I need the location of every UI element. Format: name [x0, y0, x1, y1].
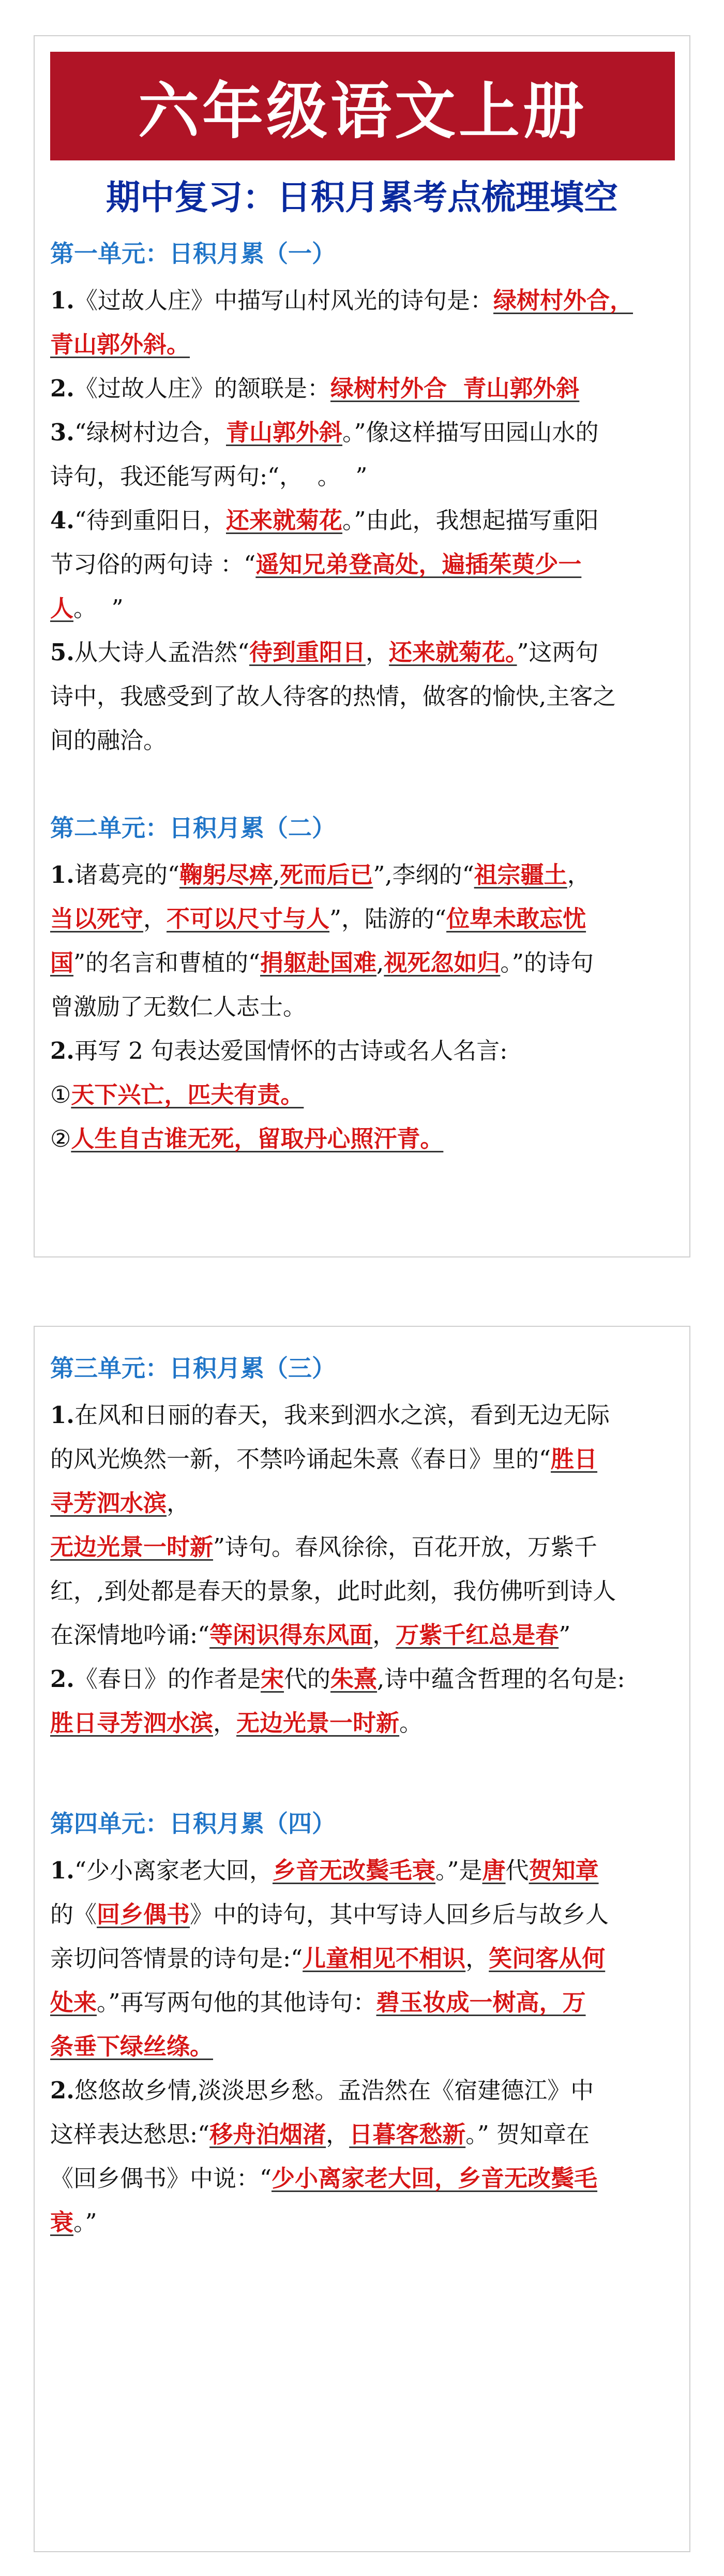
u4-q2-line3: [50, 2156, 676, 2200]
answer-text: 绿树村外合 青山郭外斜: [330, 375, 580, 402]
question-text: 亲切问答情景的诗句是:“: [50, 1945, 303, 1972]
question-text: 代的: [284, 1665, 331, 1693]
question-text: ”诗句。春风徐徐，百花开放，万紫千: [213, 1533, 598, 1561]
unit-3-section: [50, 1353, 676, 1745]
question-text: ，: [143, 905, 167, 932]
question-text: 《过故人庄》中描写山村风光的诗句是：: [74, 287, 493, 314]
answer-text: 不可以尺寸与人: [167, 905, 330, 932]
u1-q3-line2: [50, 454, 676, 498]
question-text: 。”是: [435, 1857, 482, 1884]
u1-q4-line3: [50, 586, 676, 630]
answer-text: 衰: [50, 2209, 74, 2236]
u3-q1-line5: [50, 1569, 676, 1613]
question-text: 再写 2 句表达爱国情怀的古诗或名人名言:: [74, 1037, 508, 1064]
question-number: 3.: [50, 419, 74, 446]
question-text: 》中的诗句，其中写诗人回乡后与故乡人: [190, 1901, 609, 1928]
answer-text: 笑问客从何: [489, 1945, 606, 1972]
question-text: 。: [399, 1709, 423, 1737]
answer-text: 日暮客愁新: [349, 2121, 466, 2148]
question-text: ”: [559, 1621, 571, 1649]
list-marker: ②: [50, 1125, 71, 1152]
answer-text: 寻芳泗水滨: [50, 1489, 167, 1517]
page-subtitle: 期中复习：日积月累考点梳理填空: [106, 177, 618, 217]
answer-text: 捐躯赴国难: [260, 949, 377, 976]
answer-text: 宋: [261, 1665, 284, 1693]
question-text: ”这两句: [517, 639, 599, 666]
answer-text: 遥知兄弟登高处，遍插茱萸少一: [255, 551, 582, 578]
answer-text: 人: [50, 595, 74, 622]
u4-q1-line2: [50, 1892, 676, 1936]
answer-text: 朱熹: [330, 1665, 378, 1693]
answer-text: 万紫千红总是春: [396, 1621, 559, 1649]
u2-q1-line3: [50, 941, 676, 985]
answer-text: 乡音无改鬓毛衰: [273, 1857, 436, 1884]
question-text: 诸葛亮的“: [74, 861, 179, 889]
question-number: 2.: [50, 375, 74, 402]
u4-q2-line4: [50, 2200, 676, 2244]
answer-text: 还来就菊花。: [389, 639, 517, 666]
answer-text: 处来: [50, 1989, 97, 2016]
question-text: ，: [213, 1709, 237, 1737]
u1-q4-line1: [50, 498, 676, 542]
question-text: ，: [567, 861, 591, 889]
answer-text: 天下兴亡，匹夫有责。: [71, 1081, 304, 1108]
unit-1-heading: 第一单元：日积月累（一）: [50, 240, 336, 268]
question-number: 2.: [50, 2077, 74, 2104]
question-number: 2.: [50, 1037, 74, 1064]
answer-text: 死而后已: [280, 861, 373, 889]
question-text: ”,李纲的“: [373, 861, 474, 889]
question-text: 的风光焕然一新，不禁吟诵起朱熹《春日》里的“: [50, 1445, 551, 1473]
u2-q1-line2: [50, 897, 676, 941]
answer-text: 胜日寻芳泗水滨: [50, 1709, 214, 1737]
answer-text: 移舟泊烟渚: [209, 2121, 326, 2148]
unit-4-heading: 第四单元：日积月累（四）: [50, 1810, 336, 1838]
question-text: ,诗中蕴含哲理的名句是:: [377, 1665, 625, 1693]
u4-q1-line5: [50, 2024, 676, 2068]
question-text: 的《: [50, 1901, 97, 1928]
answer-text: 青山郭外斜: [226, 419, 343, 446]
question-text: ,: [273, 861, 280, 889]
u3-q2-line2: [50, 1701, 676, 1745]
answer-text: 儿童相见不相识: [303, 1945, 466, 1972]
u1-q4-line2: [50, 542, 676, 586]
question-text: 。”像这样描写田园山水的: [342, 419, 599, 446]
question-number: 2.: [50, 1665, 74, 1693]
u2-q2-line2: [50, 1073, 676, 1117]
question-text: 。”: [73, 2209, 97, 2236]
question-text: ,: [376, 949, 384, 976]
question-text: 《回乡偶书》中说：“: [50, 2165, 272, 2192]
question-text: 《春日》的作者是: [74, 1665, 261, 1693]
answer-text: 无边光景一时新: [50, 1533, 214, 1561]
unit-2-section: [50, 812, 676, 1161]
u2-q2-line3: [50, 1117, 676, 1161]
u3-q1-line6: [50, 1613, 676, 1657]
question-text: 在风和日丽的春天，我来到泗水之滨，看到无边无际: [74, 1401, 610, 1429]
answer-text: 还来就菊花: [226, 507, 343, 534]
question-text: ，: [366, 639, 389, 666]
answer-text: 碧玉妆成一树高，万: [376, 1989, 586, 2016]
answer-text: 青山郭外斜。: [50, 331, 190, 358]
unit-1-section: [50, 238, 676, 762]
u4-q2-line1: [50, 2068, 676, 2112]
u1-q3-line1: [50, 410, 676, 454]
u4-q2-line2: [50, 2112, 676, 2156]
page-card-2: [34, 1326, 690, 2552]
question-number: 1.: [50, 1401, 74, 1429]
question-text: 这样表达愁思:“: [50, 2121, 210, 2148]
answer-text: 胜日: [551, 1445, 598, 1473]
question-text: 代: [505, 1857, 529, 1884]
question-number: 1.: [50, 287, 74, 314]
answer-text: 贺知章: [529, 1857, 599, 1884]
question-text: “待到重阳日，: [74, 507, 226, 534]
u3-q1-line2: [50, 1437, 676, 1481]
question-text: 在深情地吟诵:“: [50, 1621, 210, 1649]
question-text: 。”的诗句: [500, 949, 594, 976]
question-text: 节习俗的两句诗 ：“: [50, 551, 256, 578]
question-text: ，: [167, 1489, 190, 1517]
answer-text: 回乡偶书: [97, 1901, 190, 1928]
answer-text: 视死忽如归: [384, 949, 501, 976]
question-text: ”，陆游的“: [329, 905, 447, 932]
question-text: ，: [326, 2121, 350, 2148]
u2-q1-line1: [50, 853, 676, 897]
u1-q1-line1: [50, 278, 676, 322]
u2-q1-line4: [50, 985, 676, 1029]
answer-text: 条垂下绿丝绦。: [50, 2033, 214, 2060]
question-text: 诗句，我还能写两句:“， 。 ”: [50, 463, 368, 490]
u4-q1-line4: [50, 1980, 676, 2024]
answer-text: 位卑未敢忘忧: [446, 905, 586, 932]
list-marker: ①: [50, 1081, 71, 1108]
u1-q5-line2: [50, 674, 676, 718]
question-text: 。 ”: [73, 595, 124, 622]
unit-2-heading: 第二单元：日积月累（二）: [50, 814, 336, 842]
answer-text: 当以死守: [50, 905, 144, 932]
question-number: 1.: [50, 861, 74, 889]
answer-text: 鞠躬尽瘁: [179, 861, 273, 889]
u4-q1-line3: [50, 1936, 676, 1980]
question-text: ，: [465, 1945, 489, 1972]
page-title: 六年级语文上册: [50, 52, 675, 160]
answer-text: 人生自古谁无死，留取丹心照汗青。: [71, 1125, 444, 1152]
question-text: 从大诗人孟浩然“: [74, 639, 249, 666]
question-text: 《过故人庄》的颔联是：: [74, 375, 330, 402]
u1-q5-line1: [50, 630, 676, 674]
question-text: 。” 贺知章在: [465, 2121, 590, 2148]
question-text: 间的融洽。: [50, 727, 167, 754]
u3-q1-line1: [50, 1393, 676, 1437]
answer-text: 绿树村外合，: [493, 287, 634, 314]
u3-q1-line3: [50, 1481, 676, 1525]
answer-text: 等闲识得东风面: [209, 1621, 373, 1649]
page-card-1: [34, 35, 690, 1257]
question-text: 。”由此，我想起描写重阳: [342, 507, 599, 534]
u1-q1-line2: [50, 322, 676, 366]
answer-text: 无边光景一时新: [236, 1709, 400, 1737]
question-number: 5.: [50, 639, 74, 666]
question-text: 。”再写两句他的其他诗句：: [97, 1989, 376, 2016]
question-text: 诗中，我感受到了故人待客的热情，做客的愉快,主客之: [50, 683, 616, 710]
answer-text: 唐: [482, 1857, 506, 1884]
question-text: 曾激励了无数仁人志士。: [50, 993, 307, 1020]
question-number: 1.: [50, 1857, 74, 1884]
u3-q1-line4: [50, 1525, 676, 1569]
u3-q2-line1: [50, 1657, 676, 1701]
question-text: “少小离家老大回，: [74, 1857, 273, 1884]
question-text: 悠悠故乡情,淡淡思乡愁。孟浩然在《宿建德江》中: [74, 2077, 594, 2104]
question-text: ”的名言和曹植的“: [73, 949, 261, 976]
answer-text: 少小离家老大回，乡音无改鬓毛: [272, 2165, 598, 2192]
unit-4-section: [50, 1808, 676, 2244]
answer-text: 待到重阳日: [249, 639, 366, 666]
question-text: “绿树村边合，: [74, 419, 226, 446]
unit-3-heading: 第三单元：日积月累（三）: [50, 1354, 336, 1382]
question-text: ，: [372, 1621, 396, 1649]
u1-q2-line1: [50, 366, 676, 410]
answer-text: 国: [50, 949, 74, 976]
u4-q1-line1: [50, 1848, 676, 1892]
answer-text: 祖宗疆土: [474, 861, 567, 889]
question-number: 4.: [50, 507, 74, 534]
question-text: 红，,到处都是春天的景象，此时此刻，我仿佛听到诗人: [50, 1577, 616, 1605]
u1-q5-line3: [50, 718, 676, 762]
u2-q2-line1: [50, 1029, 676, 1073]
